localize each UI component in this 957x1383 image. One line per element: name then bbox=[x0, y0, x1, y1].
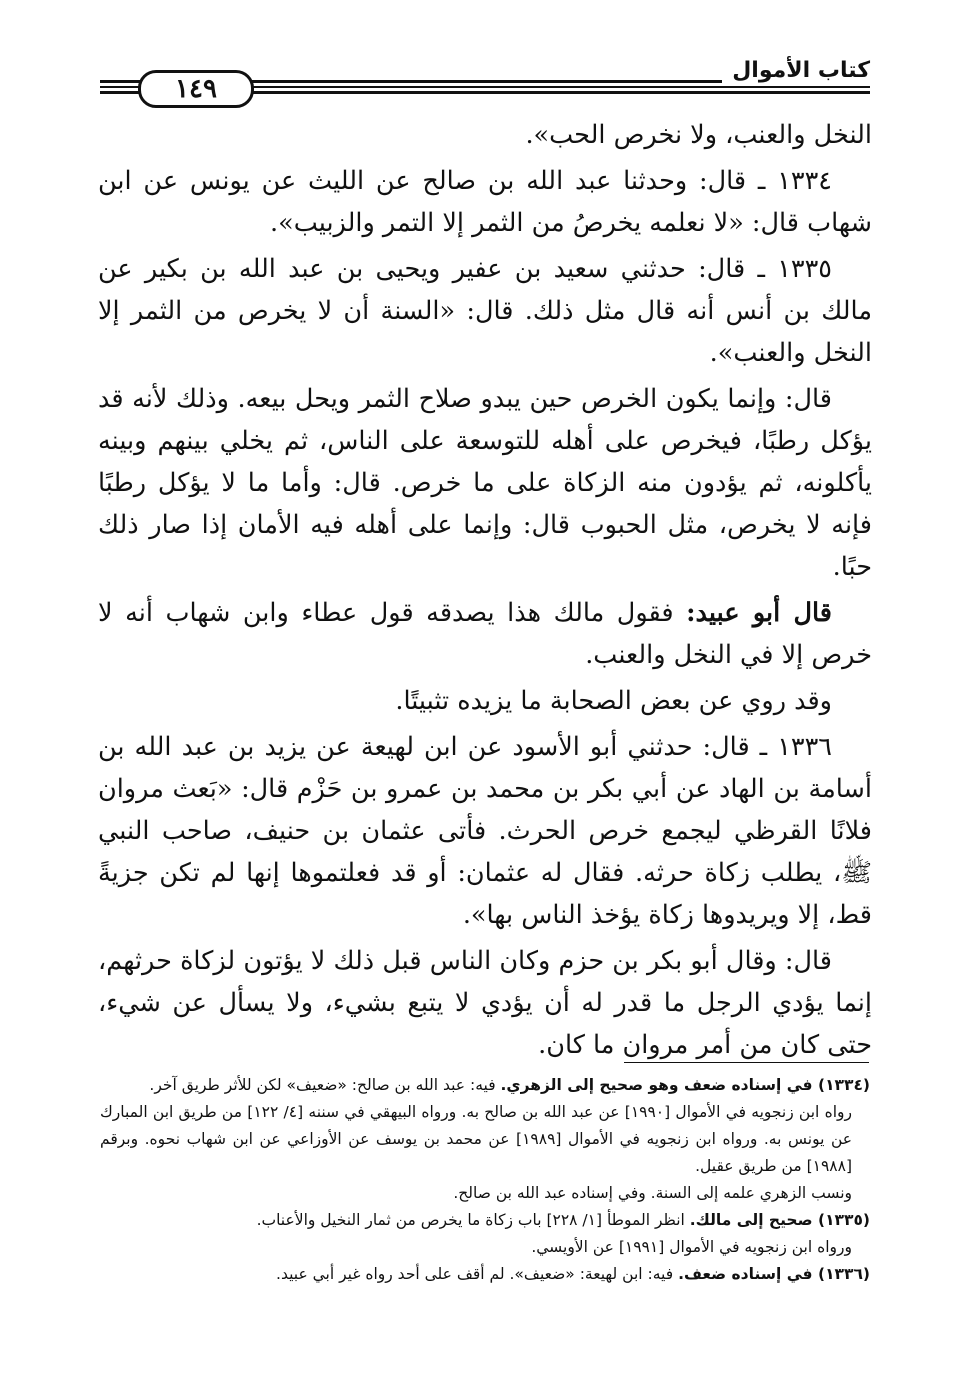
paragraph: النخل والعنب، ولا نخرص الحب». bbox=[525, 120, 872, 150]
footnote-text: انظر الموطأ [١/ ٢٢٨] باب زكاة ما يخرص من ثمار النخيل والأعناب. bbox=[256, 1211, 690, 1229]
footnote: ورواه ابن زنجويه في الأموال [١٩٩١] عن الأويسي. bbox=[531, 1238, 852, 1256]
paragraph: ١٣٣٦ ـ قال: حدثني أبو الأسود عن ابن لهيعة عن يزيد بن عبد الله بن أسامة بن الهاد عن أبي بكر بن محمد بن عمرو بن حَزْم قال: «بَعث مروان فلانًا القرظي ليجمع خرص الحرث. فأتى عثمان بن حنيف، صاحب النبي ﷺ، يطلب زكاة حرثه. فقال له عثمان: أو قد فعلتموها إنها لم تكن جزيةً قط، إلا ويريدوها زكاة يؤخذ الناس بها». bbox=[98, 732, 872, 930]
footnotes bbox=[100, 1072, 870, 1288]
page-number: ١٤٩ bbox=[138, 70, 254, 108]
footnote: رواه ابن زنجويه في الأموال [١٩٩٠] عن عبد الله بن صالح به. ورواه البيهقي في سننه [٤/ ١٢٢] من طريق ابن المبارك عن يونس به. ورواه ابن زنجويه في الأموال [١٩٨٩] عن محمد بن يوسف عن الأوزاعي عن ابن شهاب نحوه. وبرقم [١٩٨٨] من طريق عقيل. bbox=[100, 1103, 852, 1175]
paragraph: قال: وقال أبو بكر بن حزم وكان الناس قبل ذلك لا يؤتون لزكاة حرثهم، إنما يؤدي الرجل ما قدر له أن يؤدي لا يتبع بشيء، ولا يسأل عن شيء، حتى كان من أمر مروان ما كان. bbox=[98, 946, 872, 1060]
footnote-text: فيه: عبد الله بن صالح: «ضعيف» لكن للأثر طريق آخر. bbox=[149, 1076, 501, 1094]
paragraph: وقد روي عن بعض الصحابة ما يزيده تثبيتًا. bbox=[395, 686, 832, 716]
paragraph: ١٣٣٥ ـ قال: حدثني سعيد بن عفير ويحيى بن عبد الله بن بكير عن مالك بن أنس أنه قال مثل ذلك. قال: «السنة أن لا يخرص من الثمر إلا النخل والعنب». bbox=[98, 254, 872, 368]
footnote bbox=[100, 1207, 870, 1234]
paragraph: ١٣٣٤ ـ قال: وحدثنا عبد الله بن صالح عن الليث عن يونس عن ابن شهاب قال: «لا نعلمه يخرصُ من الثمر إلا التمر والزبيب». bbox=[98, 166, 872, 238]
footnote bbox=[100, 1072, 870, 1099]
paragraph bbox=[98, 592, 872, 676]
footnote: ونسب الزهري علمه إلى السنة. وفي إسناده عبد الله بن صالح. bbox=[453, 1184, 852, 1202]
footnote bbox=[100, 1261, 870, 1288]
author-label: قال أبو عبيد: bbox=[686, 598, 832, 628]
footnote-divider bbox=[624, 1062, 869, 1063]
page-header bbox=[100, 58, 870, 104]
footnote-heading: (١٣٣٥) صحيح إلى مالك. bbox=[689, 1211, 870, 1229]
paragraph-text: فقول مالك هذا يصدقه قول عطاء وابن شهاب أنه لا خرص إلا في النخل والعنب. bbox=[98, 598, 872, 670]
footnote-text: فيه: ابن لهيعة: «ضعيف». لم أقف على أحد رواه غير أبي عبيد. bbox=[276, 1265, 679, 1283]
footnote-heading: (١٣٣٤) في إسناده ضعف وهو صحيح إلى الزهري. bbox=[500, 1076, 870, 1094]
footnote-heading: (١٣٣٦) في إسناده ضعف. bbox=[678, 1265, 870, 1283]
paragraph: قال: وإنما يكون الخرص حين يبدو صلاح الثمر ويحل بيعه. وذلك لأنه قد يؤكل رطبًا، فيخرص على أهله للتوسعة على الناس، ثم يخلي بينهم وبينه يأكلونه، ثم يؤدون منه الزكاة على ما خرص. قال: وأما ما لا يؤكل رطبًا فإنه لا يخرص، مثل الحبوب قال: وإنما على أهله فيه الأمان إذا صار ذلك حبًا. bbox=[98, 384, 872, 582]
book-title: كتاب الأموال bbox=[722, 58, 870, 86]
main-text bbox=[98, 114, 872, 1070]
